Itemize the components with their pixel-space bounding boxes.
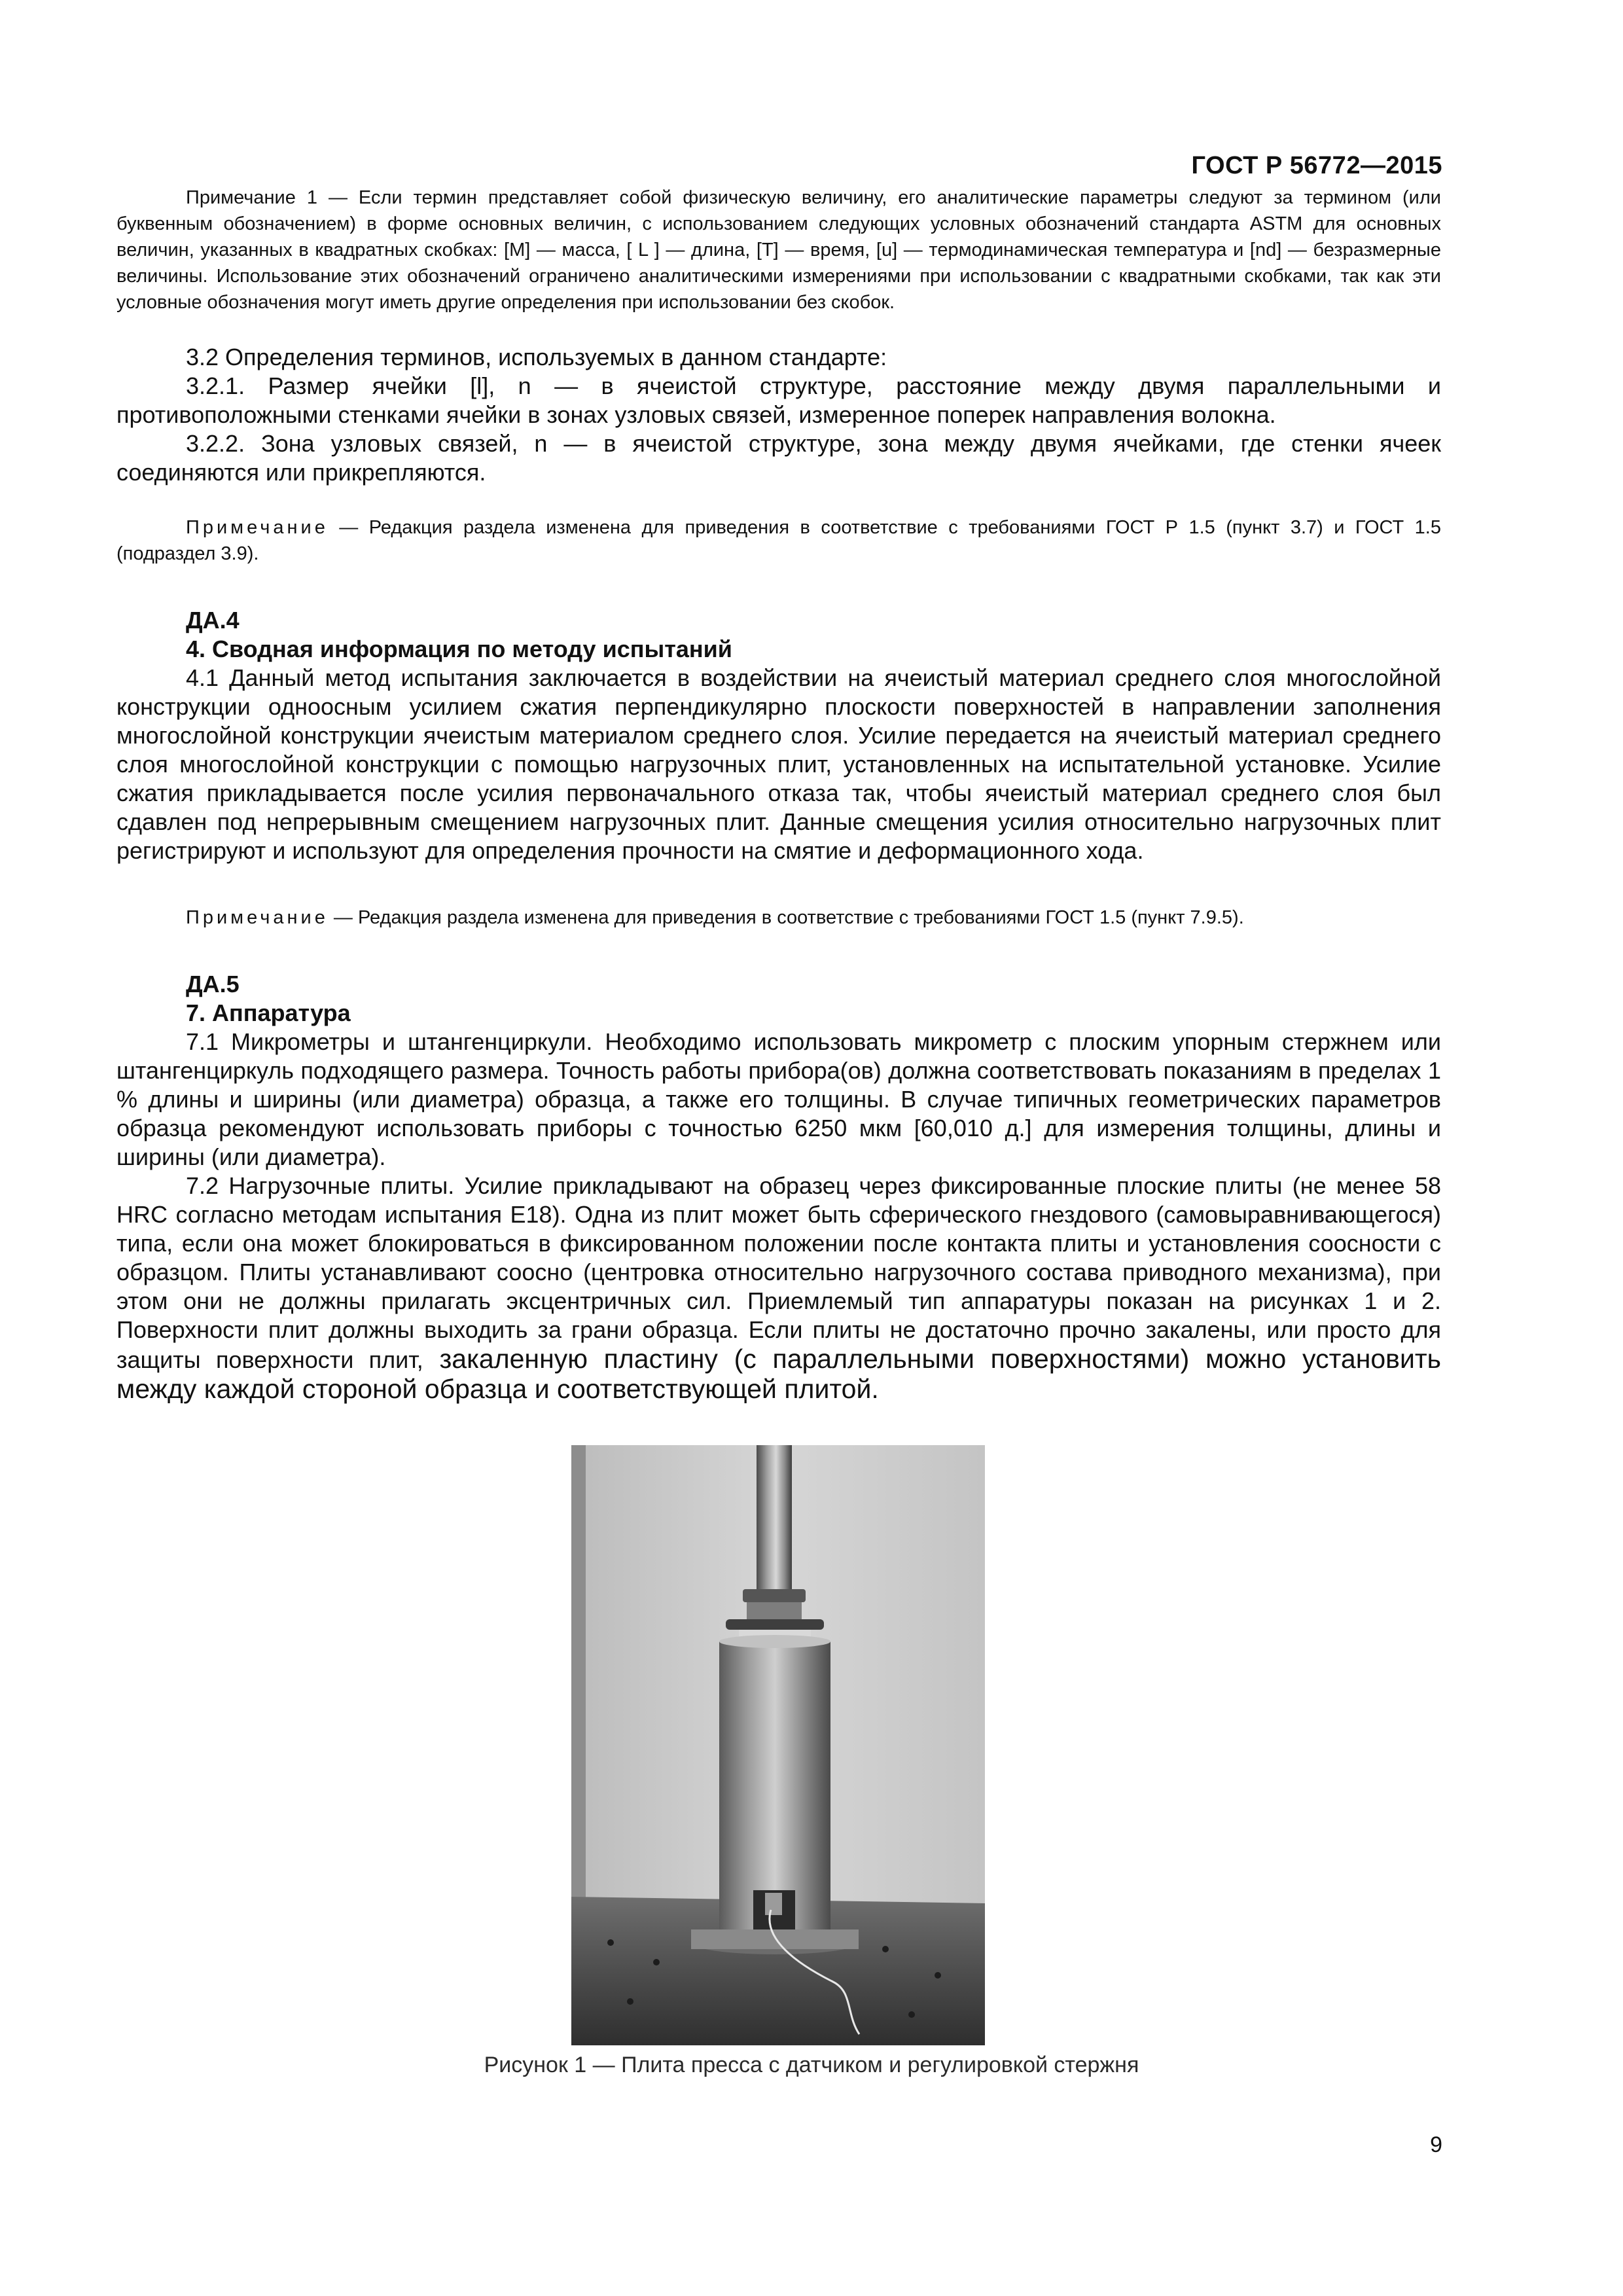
rod-fixture	[747, 1602, 802, 1619]
note-3	[116, 905, 1441, 931]
press-photo-illustration	[571, 1445, 985, 2045]
figure-1-press-photo	[571, 1445, 985, 2045]
section-3-2-title: 3.2 Определения терминов, используемых в данном стандарте:	[186, 344, 887, 370]
sensor-block	[765, 1893, 782, 1915]
appendix-da5-label: ДА.5	[186, 971, 240, 997]
figure-1-caption: Рисунок 1 — Плита пресса с датчиком и регулировкой стержня	[484, 2053, 1139, 2077]
note-1-text: — Если термин представляет собой физическую величину, его аналитические параметры следуют за термином (или буквенным обозначением) в форме основных величин, с использованием следующих условных обозначений стандарта ASTM для основных величин, указанных в квадратных скобках: [M] — масса, [ L ] — длина, [T] — время, [u] — термодинамическая температура и [nd] — безразмерные величины. Использование этих обозначений ограничено аналитическими измерениями при использовании с квадратными скобками, так как эти условные обозначения могут иметь другие определения при использовании без скобок.	[116, 187, 1441, 313]
paragraph-3-2-2: 3.2.2. Зона узловых связей, n — в ячеистой структуре, зона между двумя ячейками, где стенки ячеек соединяются или прикрепляются.	[116, 430, 1441, 486]
cylinder-top	[719, 1635, 830, 1648]
note-3-text: — Редакция раздела изменена для приведения в соответствие с требованиями ГОСТ 1.5 (пункт 7.9.5).	[328, 907, 1244, 928]
paragraph-3-2-1: 3.2.1. Размер ячейки [l], n — в ячеистой структуре, расстояние между двумя параллельными и противоположными стенками ячейки в зонах узловых связей, измеренное поперек направления волокна.	[116, 372, 1441, 428]
page-number: 9	[1430, 2132, 1442, 2157]
upper-platen	[726, 1619, 824, 1630]
section-4-title: 4. Сводная информация по методу испытаний	[186, 636, 732, 662]
paragraph-7-2-tail: закаленную пластину (с параллельными поверхностями) можно установить между каждой стороной образца и соответствующей плитой.	[116, 1344, 1441, 1404]
appendix-da4-label: ДА.4	[186, 607, 240, 634]
spacer	[116, 567, 1441, 606]
spacer	[116, 931, 1441, 970]
document-body	[116, 185, 1441, 1405]
lower-cylinder	[719, 1641, 830, 1929]
document-header-code: ГОСТ Р 56772—2015	[1191, 152, 1442, 179]
note-2-lead: Примечание	[186, 517, 329, 538]
paragraph-7-2-main: 7.2 Нагрузочные плиты. Усилие прикладывают на образец через фиксированные плоские плиты (не менее 58 HRC согласно методам испытания E18). Одна из плит может быть сферического гнездового (самовыравнивающегося) типа, если она может блокироваться в фиксированном положении после контакта плиты и установления соосности с образцом. Плиты устанавливают соосно (центровка относительно нагрузочного состава приводного механизма), при этом они не должны прилагать эксцентричных сил. Приемлемый тип аппаратуры показан на рисунках 1 и 2. Поверхности плит должны выходить за грани образца. Если плиты не достаточно прочно закалены, или просто для защиты поверхности плит,	[116, 1172, 1441, 1373]
spacer	[116, 487, 1441, 514]
note-1-lead: Примечание 1	[186, 187, 317, 208]
rod-collar	[743, 1589, 806, 1602]
note-1	[116, 185, 1441, 315]
note-3-lead: Примечание	[186, 907, 329, 928]
press-rod	[757, 1445, 792, 1589]
spacer	[116, 865, 1441, 905]
note-2	[116, 514, 1441, 567]
paragraph-7-2	[116, 1172, 1441, 1405]
note-2-text: — Редакция раздела изменена для приведения в соответствие с требованиями ГОСТ Р 1.5 (пункт 3.7) и ГОСТ 1.5 (подраздел 3.9).	[116, 517, 1441, 564]
base-ring	[691, 1929, 859, 1949]
section-7-title: 7. Аппаратура	[186, 999, 351, 1026]
paragraph-7-1: 7.1 Микрометры и штангенциркули. Необходимо использовать микрометр с плоским упорным стержнем или штангенциркуль подходящего размера. Точность работы прибора(ов) должна соответствовать показаниям в пределах 1 % длины и ширины (или диаметра) образца, а также его толщины. В случае типичных геометрических параметров образца рекомендуют использовать приборы с точностью 6250 мкм [60,010 д.] для измерения толщины, длины и ширины (или диаметра).	[116, 1028, 1441, 1170]
paragraph-4-1: 4.1 Данный метод испытания заключается в воздействии на ячеистый материал среднего слоя многослойной конструкции одноосным усилием сжатия перпендикулярно плоскости поверхностей в направлении заполнения многослойной конструкции ячеистым материалом среднего слоя. Усилие передается на ячеистый материал среднего слоя многослойной конструкции с помощью нагрузочных плит, установленных на испытательной установке. Усилие сжатия прикладывается после усилия первоначального отказа так, чтобы ячеистый материал среднего слоя был сдавлен под непрерывным смещением нагрузочных плит. Данные смещения усилия относительно нагрузочных плит регистрируют и используют для определения прочности на смятие и деформационного хода.	[116, 664, 1441, 864]
spacer	[116, 315, 1441, 343]
